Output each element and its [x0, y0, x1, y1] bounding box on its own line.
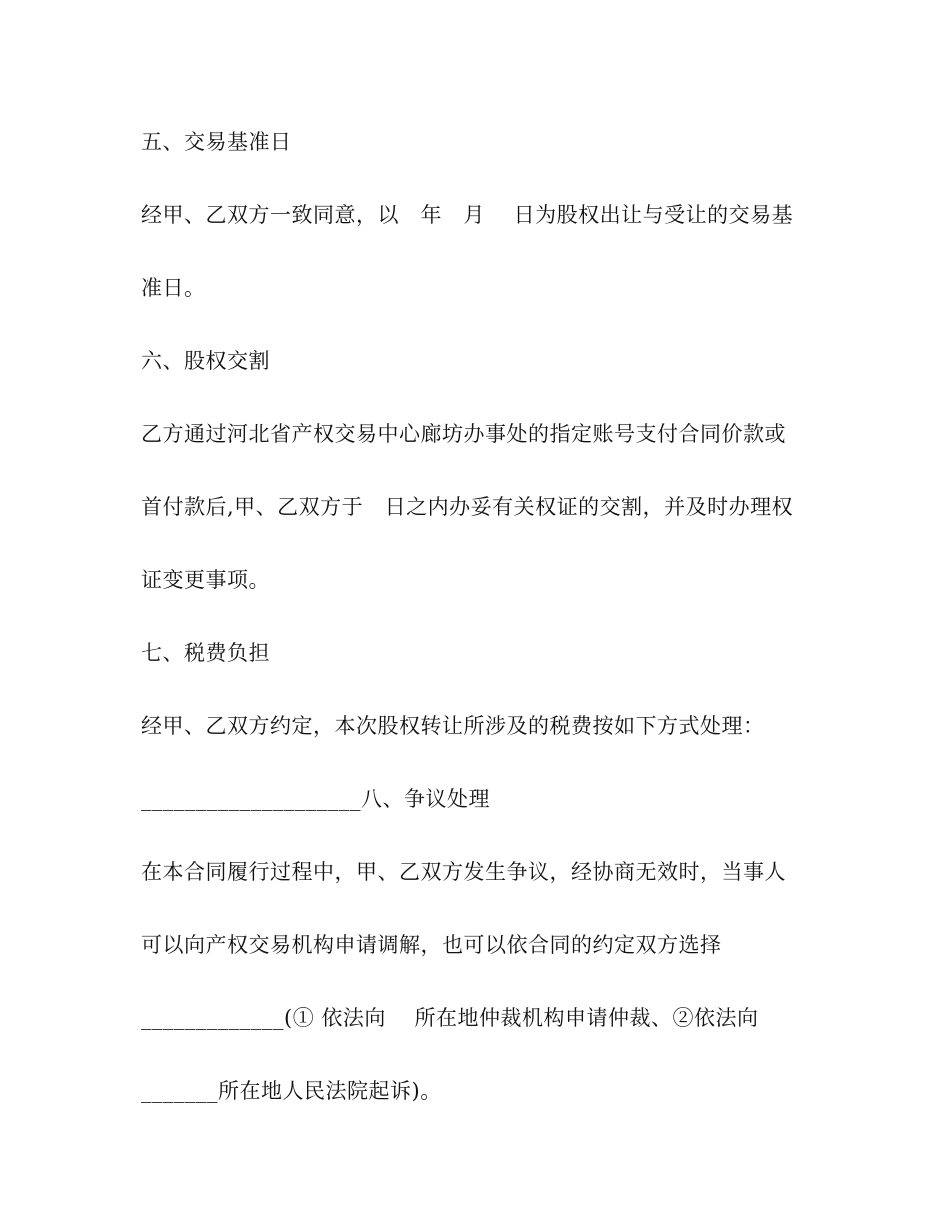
- section-heading-tax-burden: 七、税费负担: [141, 641, 270, 665]
- paragraph-line: 首付款后,甲、乙双方于 日之内办妥有关权证的交割，并及时办理权: [141, 495, 794, 519]
- paragraph-line: 经甲、乙双方约定，本次股权转让所涉及的税费按如下方式处理：: [141, 714, 765, 738]
- paragraph-line: 乙方通过河北省产权交易中心廊坊办事处的指定账号支付合同价款或: [141, 422, 786, 446]
- paragraph-line: 准日。: [141, 276, 206, 300]
- paragraph-line: 证变更事项。: [141, 568, 270, 592]
- paragraph-line: 可以向产权交易机构申请调解，也可以依合同的约定双方选择: [141, 933, 722, 957]
- section-heading-trade-base-date: 五、交易基准日: [141, 130, 292, 154]
- blank-and-section-heading-dispute: ____________________八、争议处理: [141, 787, 490, 811]
- paragraph-line: _____________(① 依法向 所在地仲裁机构申请仲裁、②依法向: [141, 1006, 759, 1030]
- paragraph-line: _______所在地人民法院起诉)。: [141, 1079, 442, 1103]
- paragraph-line: 经甲、乙双方一致同意，以 年 月 日为股权出让与受让的交易基: [141, 203, 794, 227]
- section-heading-equity-delivery: 六、股权交割: [141, 349, 270, 373]
- paragraph-line: 在本合同履行过程中，甲、乙双方发生争议，经协商无效时，当事人: [141, 860, 786, 884]
